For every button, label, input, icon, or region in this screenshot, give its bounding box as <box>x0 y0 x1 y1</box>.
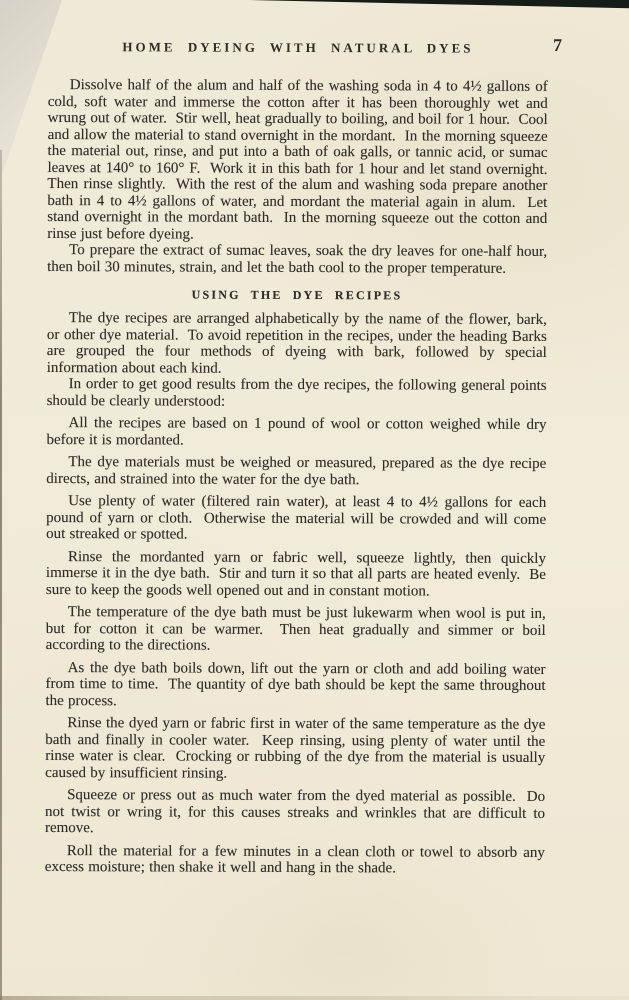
paragraph-point-dye-materials: The dye materials must be weighed or measured, prepared as the dye recipe directs, and strained into the water for the dye bath. <box>46 454 551 488</box>
paragraph-point-boiling-water: As the dye bath boils down, lift out the yarn or cloth and add boiling water from time to time. The quantity of dye bath should be kept the same throughout the process. <box>45 659 550 709</box>
paragraph-point-recipes-basis: All the recipes are based on 1 pound of wool or cotton weighed while dry before it is mordanted. <box>46 415 551 449</box>
section-heading: USING THE DYE RECIPES <box>191 287 403 303</box>
paragraph-point-roll-material: Roll the material for a few minutes in a clean cloth or towel to absorb any excess moisture; then shake it well and hang in the shade. <box>44 842 550 877</box>
running-head <box>48 34 563 57</box>
paragraph-general-points-intro: In order to get good results from the dye recipes, the following general points should be clearly understood: <box>46 376 551 410</box>
page-content <box>44 34 563 877</box>
paragraph-point-temperature: The temperature of the dye bath must be just lukewarm when wool is put in, but for cotton it can be warmer. Then heat gradually and simmer or boil according to the directions. <box>45 604 551 654</box>
paragraph-point-rinse-mordanted: Rinse the mordanted yarn or fabric well, squeeze lightly, then quickly immerse it in the dye bath. Stir and turn it so that all parts are heated evenly. Be sure to keep the goods well opened out and in constant motion. <box>45 548 551 599</box>
paragraph-sumac-extract: To prepare the extract of sumac leaves, soak the dry leaves for one-half hour, then boil 30 minutes, strain, and let the bath cool to the proper temperature. <box>47 242 552 277</box>
scan-left-edge <box>0 150 2 1000</box>
page-number: 7 <box>552 34 563 55</box>
paragraph-point-squeeze: Squeeze or press out as much water from the dyed material as possible. Do not twist or wring it, for this causes streaks and wrinkles that are difficult to remove. <box>44 787 550 837</box>
paragraph-point-water-quantity: Use plenty of water (filtered rain water), at least 4 to 4½ gallons for each pound of yarn or cloth. Otherwise the material will be crowded and will come out streaked or spotted. <box>46 493 551 543</box>
running-title: HOME DYEING WITH NATURAL DYES <box>122 39 474 56</box>
paragraph-dissolve-mordant: Dissolve half of the alum and half of the washing soda in 4 to 4½ gallons of cold, soft water and immerse the cotton after it has been thoroughly wet and wrung out of water. Stir well, heat gradually to boiling, and boil for 1 hour. Cool and allow the material to stand overnight in the mordant. In the morning squeeze the material out, rinse, and put into a bath of oak galls, or tannic acid, or sumac leaves at 140° to 160° F. Work it in this bath for 1 hour and let stand overnight. Then rinse slightly. With the rest of the alum and washing soda prepare another bath in 4 to 4½ gallons of water, and mordant the material again in alum. Let stand overnight in the mordant bath. In the morning squeeze out the cotton and rinse just before dyeing. <box>47 77 557 243</box>
paragraph-point-rinse-dyed: Rinse the dyed yarn or fabric first in water of the same temperature as the dye bath and finally in cooler water. Keep rinsing, using plenty of water until the rinse water is clear. Crocking or rubbing of the dye from the material is usually caused by insufficient rinsing. <box>45 715 550 782</box>
paragraph-recipes-arranged: The dye recipes are arranged alphabetically by the name of the flower, bark, or other dye material. To avoid repetition in the recipes, under the heading Barks are grouped the four methods of dyeing with bark, followed by special information about each kind. <box>46 310 552 377</box>
scan-top-edge <box>250 0 629 9</box>
scan-bottom-edge <box>0 996 629 1000</box>
